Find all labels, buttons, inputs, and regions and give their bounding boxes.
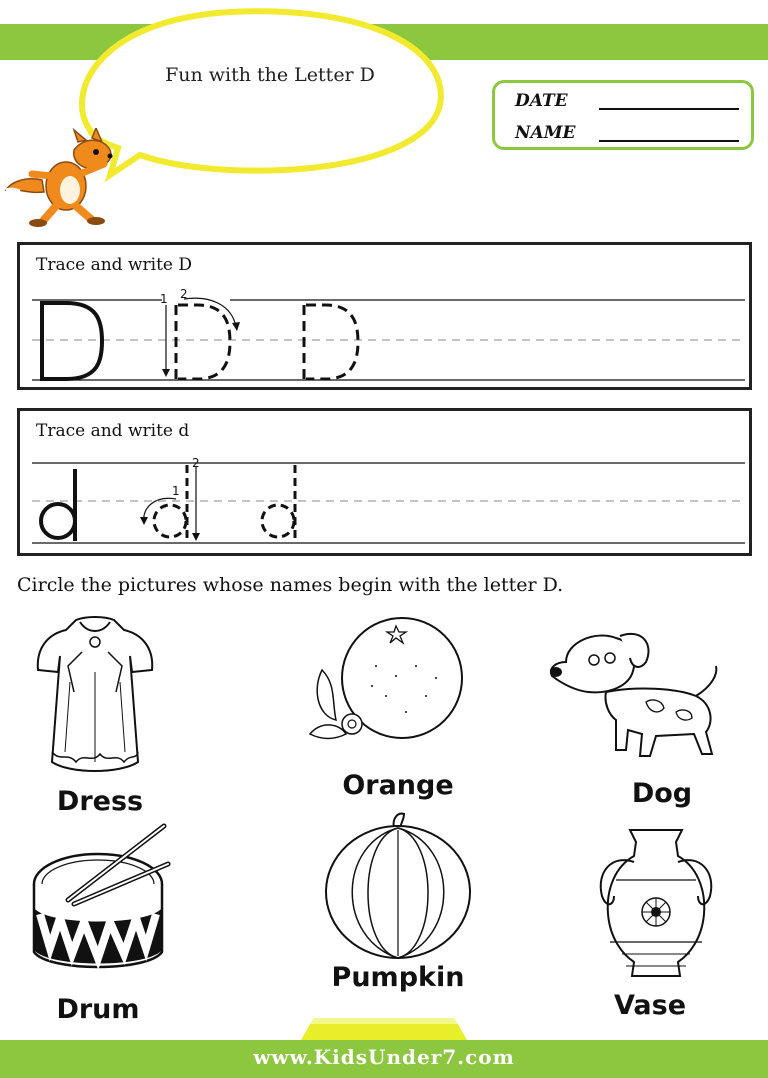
pumpkin-picture[interactable] bbox=[318, 808, 478, 968]
name-label: NAME bbox=[515, 123, 576, 143]
dress-picture[interactable] bbox=[20, 612, 170, 782]
uppercase-stroke-2: 2 bbox=[180, 287, 188, 301]
pumpkin-label: Pumpkin bbox=[331, 962, 465, 993]
uppercase-stroke-1: 1 bbox=[160, 292, 168, 306]
website-link[interactable]: www.KidsUnder7.com bbox=[253, 1045, 515, 1069]
orange-picture[interactable] bbox=[296, 616, 476, 766]
trace-uppercase-panel bbox=[17, 242, 752, 390]
date-label: DATE bbox=[515, 91, 568, 111]
trace-lowercase-label: Trace and write d bbox=[36, 421, 190, 441]
fox-mascot-icon bbox=[4, 128, 144, 228]
drum-label: Drum bbox=[56, 994, 140, 1025]
drum-picture[interactable] bbox=[28, 822, 178, 992]
lowercase-stroke-1: 1 bbox=[172, 484, 180, 498]
dog-label: Dog bbox=[631, 778, 693, 809]
trace-uppercase-label: Trace and write D bbox=[36, 255, 192, 275]
date-name-box bbox=[492, 80, 754, 150]
dog-picture[interactable] bbox=[546, 622, 746, 768]
lowercase-stroke-2: 2 bbox=[192, 456, 200, 470]
instruction-text: Circle the pictures whose names begin with the letter D. bbox=[17, 574, 564, 596]
vase-label: Vase bbox=[613, 990, 687, 1021]
name-field[interactable] bbox=[599, 140, 739, 142]
dress-label: Dress bbox=[56, 786, 144, 817]
orange-label: Orange bbox=[342, 770, 454, 801]
date-field[interactable] bbox=[599, 108, 739, 110]
page-title: Fun with the Letter D bbox=[165, 64, 375, 86]
vase-picture[interactable] bbox=[586, 826, 726, 986]
trace-lowercase-panel bbox=[17, 408, 752, 556]
